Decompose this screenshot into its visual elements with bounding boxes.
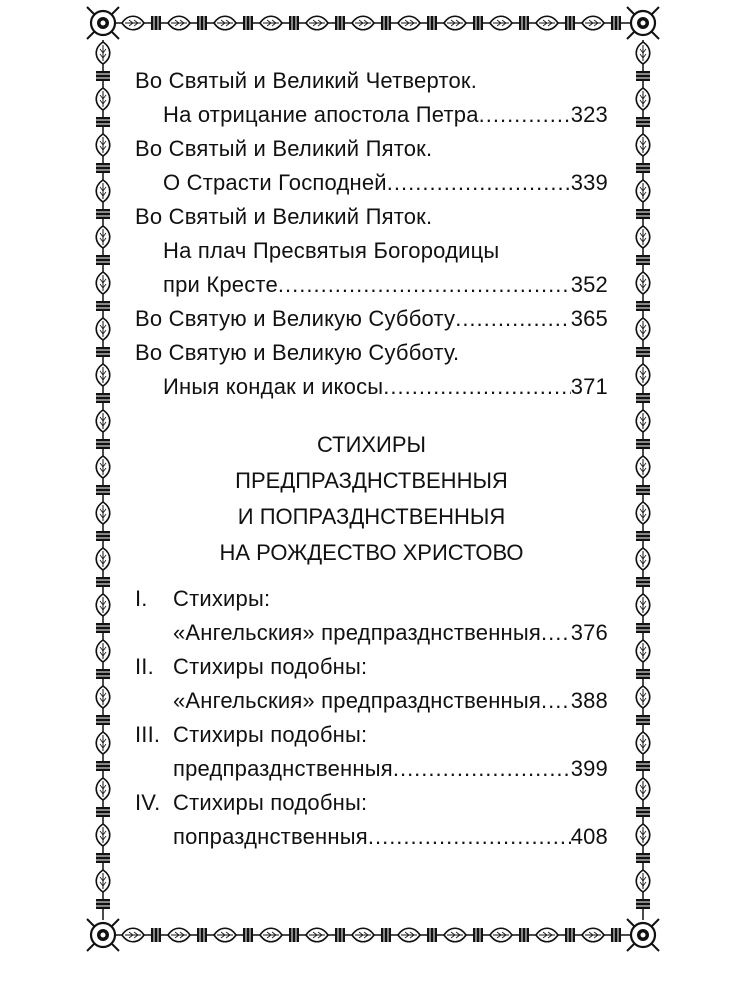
border-leaf-ornament (96, 502, 110, 524)
border-leaf-ornament (122, 16, 144, 30)
border-leaf-ornament (636, 134, 650, 156)
toc-entry (135, 68, 608, 102)
toc-entry (173, 756, 608, 790)
border-leaf-ornament (636, 393, 650, 403)
border-leaf-ornament (636, 594, 650, 616)
toc-entry-title: «Ангельския» предпразднственныя (173, 688, 542, 713)
border-leaf-ornament (636, 180, 650, 202)
border-leaf-ornament (398, 928, 420, 942)
toc-entry-title: Во Святую и Великую Субботу (135, 306, 456, 331)
border-leaf-ornament (636, 226, 650, 248)
border-leaf-ornament (96, 594, 110, 616)
border-leaf-ornament (96, 778, 110, 800)
border-leaf-ornament (96, 393, 110, 403)
border-leaf-ornament (582, 928, 604, 942)
toc-page-number: 399 (570, 756, 608, 781)
toc-entry (173, 688, 608, 722)
border-leaf-ornament (636, 117, 650, 127)
toc-entry (135, 654, 608, 688)
toc-entry-number: II. (135, 654, 154, 679)
toc-entry (135, 204, 608, 238)
border-leaf-ornament (96, 301, 110, 311)
border-leaf-ornament (636, 732, 650, 754)
toc-entry-number: III. (135, 722, 161, 747)
border-leaf-ornament (96, 807, 110, 817)
corner-ornament-bottom-right (627, 919, 659, 951)
left-border-ornament (96, 40, 110, 920)
toc-entry-title: Во Святый и Великий Пяток. (135, 204, 433, 229)
border-leaf-ornament (335, 928, 345, 942)
border-leaf-ornament (96, 732, 110, 754)
border-leaf-ornament (519, 928, 529, 942)
border-leaf-ornament (427, 928, 437, 942)
toc-page-number: 371 (570, 374, 608, 399)
border-leaf-ornament (306, 16, 328, 30)
toc-entry (135, 722, 608, 756)
toc-entry-number: I. (135, 586, 148, 611)
toc-entry-title: Во Святый и Великий Пяток. (135, 136, 433, 161)
toc-entry (163, 272, 608, 306)
border-leaf-ornament (96, 226, 110, 248)
toc-entry-title: Стихиры подобны: (173, 654, 368, 679)
border-leaf-ornament (96, 531, 110, 541)
leader-dots (479, 102, 571, 128)
border-leaf-ornament (636, 456, 650, 478)
border-leaf-ornament (636, 669, 650, 679)
border-leaf-ornament (96, 439, 110, 449)
border-leaf-ornament (96, 255, 110, 265)
toc-entry (163, 238, 608, 272)
toc-page-number: 388 (570, 688, 608, 713)
border-leaf-ornament (636, 778, 650, 800)
leader-dots (455, 306, 570, 332)
border-leaf-ornament (636, 548, 650, 570)
border-leaf-ornament (636, 870, 650, 892)
border-leaf-ornament (636, 301, 650, 311)
section-heading-line-2: ПРЕДПРАЗДНСТВЕННЫЯ (235, 468, 508, 493)
border-leaf-ornament (96, 71, 110, 81)
leader-dots (278, 272, 571, 298)
corner-ornament-top-right (627, 7, 659, 39)
border-leaf-ornament (96, 548, 110, 570)
toc-entry (135, 306, 608, 340)
border-leaf-ornament (519, 16, 529, 30)
toc-entry-title: Стихиры подобны: (173, 790, 368, 815)
border-leaf-ornament (427, 16, 437, 30)
right-border-ornament (636, 40, 650, 920)
corner-ornament-bottom-left (87, 919, 119, 951)
border-leaf-ornament (335, 16, 345, 30)
border-leaf-ornament (636, 42, 650, 64)
toc-entry-title: О Страсти Господней (163, 170, 387, 195)
border-leaf-ornament (151, 928, 161, 942)
border-leaf-ornament (636, 410, 650, 432)
border-leaf-ornament (565, 16, 575, 30)
border-leaf-ornament (96, 623, 110, 633)
toc-entry-title: при Кресте (163, 272, 278, 297)
border-leaf-ornament (96, 853, 110, 863)
border-leaf-ornament (490, 16, 512, 30)
border-leaf-ornament (636, 531, 650, 541)
leader-dots (541, 620, 571, 646)
bottom-border-ornament (110, 928, 638, 942)
toc-entry-title: предпразднственныя (173, 756, 393, 781)
border-leaf-ornament (444, 928, 466, 942)
border-leaf-ornament (636, 347, 650, 357)
leader-dots (383, 374, 570, 400)
border-leaf-ornament (536, 928, 558, 942)
border-leaf-ornament (636, 163, 650, 173)
border-leaf-ornament (96, 180, 110, 202)
toc-entry-title: Стихиры: (173, 586, 271, 611)
border-leaf-ornament (243, 928, 253, 942)
toc-entry-title: Во Святый и Великий Четверток. (135, 68, 478, 93)
border-leaf-ornament (96, 456, 110, 478)
border-leaf-ornament (636, 640, 650, 662)
toc-entry (135, 340, 608, 374)
border-leaf-ornament (260, 928, 282, 942)
border-leaf-ornament (96, 88, 110, 110)
border-leaf-ornament (636, 899, 650, 909)
toc-page-number: 376 (570, 620, 608, 645)
border-leaf-ornament (636, 485, 650, 495)
border-leaf-ornament (96, 134, 110, 156)
border-leaf-ornament (636, 686, 650, 708)
border-leaf-ornament (565, 928, 575, 942)
border-leaf-ornament (636, 502, 650, 524)
section-heading-line-4: НА РОЖДЕСТВО ХРИСТОВО (219, 540, 524, 565)
toc-entry (163, 374, 608, 408)
border-leaf-ornament (96, 42, 110, 64)
border-leaf-ornament (289, 16, 299, 30)
border-leaf-ornament (214, 928, 236, 942)
toc-page-number: 408 (570, 824, 608, 849)
border-leaf-ornament (260, 16, 282, 30)
border-leaf-ornament (96, 272, 110, 294)
leader-dots (387, 170, 571, 196)
toc-entry-title: Во Святую и Великую Субботу. (135, 340, 460, 365)
toc-entry (163, 170, 608, 204)
border-leaf-ornament (122, 928, 144, 942)
border-leaf-ornament (636, 255, 650, 265)
border-leaf-ornament (473, 16, 483, 30)
border-leaf-ornament (636, 853, 650, 863)
toc-entry-title: Стихиры подобны: (173, 722, 368, 747)
toc-page-number: 365 (570, 306, 608, 331)
border-leaf-ornament (636, 318, 650, 340)
border-leaf-ornament (96, 347, 110, 357)
border-leaf-ornament (96, 209, 110, 219)
border-leaf-ornament (96, 669, 110, 679)
border-leaf-ornament (636, 761, 650, 771)
border-leaf-ornament (243, 16, 253, 30)
toc-page-number: 352 (570, 272, 608, 297)
toc-entry-title: На плач Пресвятыя Богородицы (163, 238, 500, 263)
border-leaf-ornament (636, 71, 650, 81)
border-leaf-ornament (306, 928, 328, 942)
section-heading-line-1: СТИХИРЫ (316, 432, 427, 457)
toc-page-number: 339 (570, 170, 608, 195)
border-leaf-ornament (611, 16, 621, 30)
border-leaf-ornament (96, 485, 110, 495)
border-leaf-ornament (197, 16, 207, 30)
toc-entry (173, 824, 608, 858)
border-leaf-ornament (444, 16, 466, 30)
border-leaf-ornament (381, 16, 391, 30)
border-leaf-ornament (168, 16, 190, 30)
section-heading-line-3: И ПОПРАЗДНСТВЕННЫЯ (237, 504, 506, 529)
leader-dots (368, 824, 571, 850)
border-leaf-ornament (398, 16, 420, 30)
border-leaf-ornament (636, 272, 650, 294)
border-leaf-ornament (96, 318, 110, 340)
border-leaf-ornament (197, 928, 207, 942)
toc-entry-title: «Ангельския» предпразднственныя (173, 620, 542, 645)
border-leaf-ornament (636, 439, 650, 449)
border-leaf-ornament (636, 715, 650, 725)
border-leaf-ornament (636, 364, 650, 386)
border-leaf-ornament (96, 117, 110, 127)
border-leaf-ornament (96, 824, 110, 846)
border-leaf-ornament (636, 824, 650, 846)
border-leaf-ornament (473, 928, 483, 942)
border-leaf-ornament (611, 928, 621, 942)
toc-entry-title: Иныя кондак и икосы (163, 374, 384, 399)
border-leaf-ornament (636, 88, 650, 110)
toc-entry-title: На отрицание апостола Петра (163, 102, 479, 127)
border-leaf-ornament (352, 16, 374, 30)
toc-entry (135, 790, 608, 824)
border-leaf-ornament (96, 163, 110, 173)
border-leaf-ornament (96, 364, 110, 386)
leader-dots (541, 688, 571, 714)
border-leaf-ornament (582, 16, 604, 30)
corner-ornament-top-left (87, 7, 119, 39)
border-leaf-ornament (96, 715, 110, 725)
border-leaf-ornament (151, 16, 161, 30)
border-leaf-ornament (96, 899, 110, 909)
toc-entry (135, 136, 608, 170)
border-leaf-ornament (352, 928, 374, 942)
border-leaf-ornament (96, 577, 110, 587)
border-leaf-ornament (96, 686, 110, 708)
border-leaf-ornament (381, 928, 391, 942)
leader-dots (393, 756, 571, 782)
border-leaf-ornament (636, 577, 650, 587)
toc-entry-title: попразднственныя (173, 824, 368, 849)
toc-entry-number: IV. (135, 790, 161, 815)
border-leaf-ornament (214, 16, 236, 30)
top-border-ornament (110, 16, 638, 30)
toc-entry (135, 586, 608, 620)
border-leaf-ornament (96, 761, 110, 771)
border-leaf-ornament (96, 870, 110, 892)
toc-page-number: 323 (570, 102, 608, 127)
border-leaf-ornament (168, 928, 190, 942)
border-leaf-ornament (536, 16, 558, 30)
border-leaf-ornament (636, 623, 650, 633)
toc-entry (163, 102, 608, 136)
border-leaf-ornament (490, 928, 512, 942)
border-leaf-ornament (96, 640, 110, 662)
border-leaf-ornament (636, 807, 650, 817)
border-leaf-ornament (96, 410, 110, 432)
toc-entry (173, 620, 608, 654)
border-leaf-ornament (636, 209, 650, 219)
border-leaf-ornament (289, 928, 299, 942)
